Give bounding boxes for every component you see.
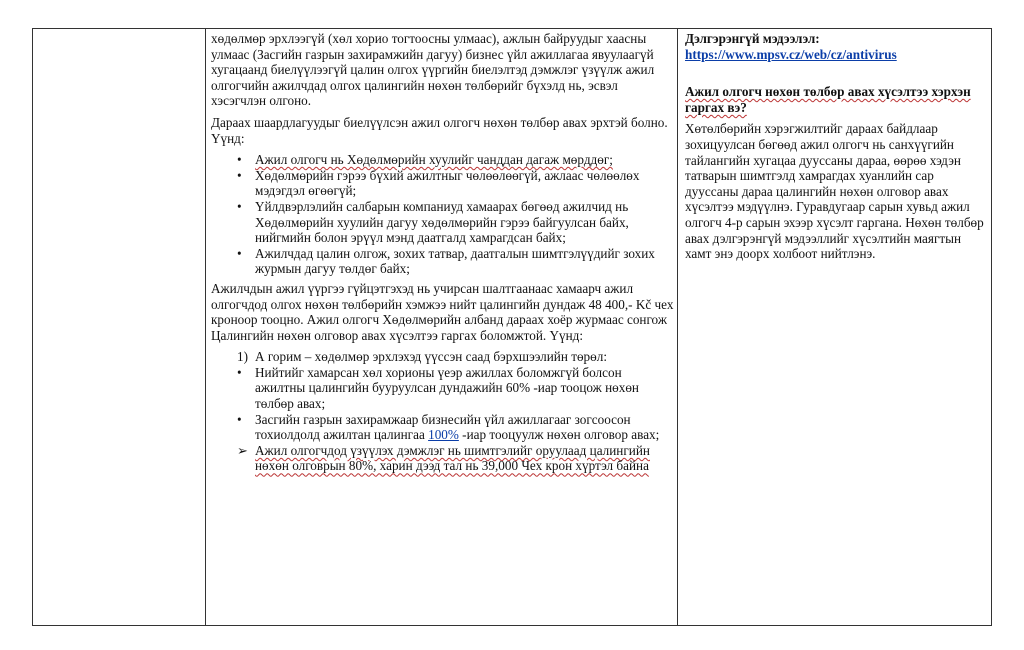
list-item: • Нийтийг хамарсан хөл хорионы үеэр ажиллах боломжгүй болсон ажилтны цалингийн бууруулсан дундажийн 60% -иар тооцож нөхөн төлбөр авах; [237,364,639,412]
details-label: Дэлгэрэнгүй мэдээлэл: [685,31,820,46]
conditions-intro: Дараах шаардлагуудыг биелүүлсэн ажил олгогч нөхөн төлбөр авах эрхтэй болно. Үүнд: [211,114,668,146]
list-item: • Засгийн газрын захирамжаар бизнесийн үйл ажиллагааг зогсоосон тохиолдолд ажилтан цалингаа 100% -иар тооцуулж нөхөн олговор авах; [237,411,660,443]
percent-link[interactable]: 100% [428,427,459,443]
section-title: Ажил олгогч нөхөн төлбөр авах хүсэлтээ хэрхэн гаргах вэ? [685,84,971,115]
list-item: 1) А горим – хөдөлмөр эрхлэхэд үүссэн саад бэрхшээлийн төрөл: [237,349,607,365]
list-item: • Хөдөлмөрийн гэрээ бүхий ажилтныг чөлөөлөөгүй, ажлаас чөлөөлөх мэдэгдэл өгөөгүй; [237,167,640,199]
list-item: • Үйлдвэрлэлийн салбарын компаниуд хамаарах бөгөөд ажилчид нь Хөдөлмөрийн хуулийн дагуу хөдөлмөрийн гэрээ байгуулсан байх, нийгмийн болон эрүүл мэнд даатгалд хамрагдсан байх; [237,198,629,246]
column-divider-right [677,29,678,625]
conditions-list [211,152,675,277]
document-table [32,28,992,626]
intro-paragraph: хөдөлмөр эрхлээгүй (хөл хорио тогтоосны улмаас), ажлын байруудыг хаасны улмаас (Засгийн газрын захирамжийн дагуу) бизнес үйл ажиллагаа явуулаагүй хугацаанд биелүүлээгүй цалин олгох үүргийн биелэлтэд дэмжлэг үзүүлж ажил олгогчийн ажилчдад олгох цалингийн нөхөн төлбөрийг бүхэлд нь, эсвэл хэсэгчлэн олгоно. [211,31,655,109]
list-item: • Ажил олгогч нь Хөдөлмөрийн хуулийг чанддан дагаж мөрддөг; [237,152,613,168]
right-column [685,31,989,262]
compensation-paragraph: Ажилчдын ажил үүргээ гүйцэтгэхэд нь учирсан шалтгаанаас хамаарч ажил олгогчдод олгох нөхөн төлбөрийн хэмжээ нийт цалингийн дундаж 48 400,- Kč чех кроноор тооцно. Ажил олгогч Хөдөлмөрийн албанд дараах хоёр журмаас сонгож Цалингийн нөхөн олговор авах хүсэлтээ гаргах боломжтой. Үүнд: [211,280,674,343]
modes-list [211,349,675,474]
list-item: ➢ Ажил олгогчдод үзүүлэх дэмжлэг нь шимтгэлийг оруулаад цалингийн нөхөн олговрын 80%, харин дээд тал нь 39,000 Чех крон хүртэл байна [237,442,650,474]
section-body: Хөтөлбөрийн хэрэгжилтийг дараах байдлаар зохицуулсан бөгөөд ажил олгогч нь санхүүгийн тайлангийн хугацаа дууссаны дараа, өөрөө хэдэн татварын шимтгэлд хамрагдах хуанлийн сар дууссаны дараа цалингийн нөхөн олговор авах хүсэлтээ мэдүүлнэ. Гуравдугаар сарын хувьд ажил олгогч 4-р сарын эхээр хүсэлт гаргана. Нөхөн төлбөр авах дэлгэрэнгүй мэдээллийг хүсэлтийн маягтын хамт энэ доорх холбоот нийтлэнэ. [685,121,984,262]
details-link[interactable]: https://www.mpsv.cz/web/cz/antivirus [685,46,897,62]
middle-column [211,31,675,478]
list-item: • Ажилчдад цалин олгож, зохих татвар, даатгалын шимтгэлүүдийг зохих журмын дагуу төлдөг байх; [237,245,655,277]
column-divider-left [205,29,206,625]
